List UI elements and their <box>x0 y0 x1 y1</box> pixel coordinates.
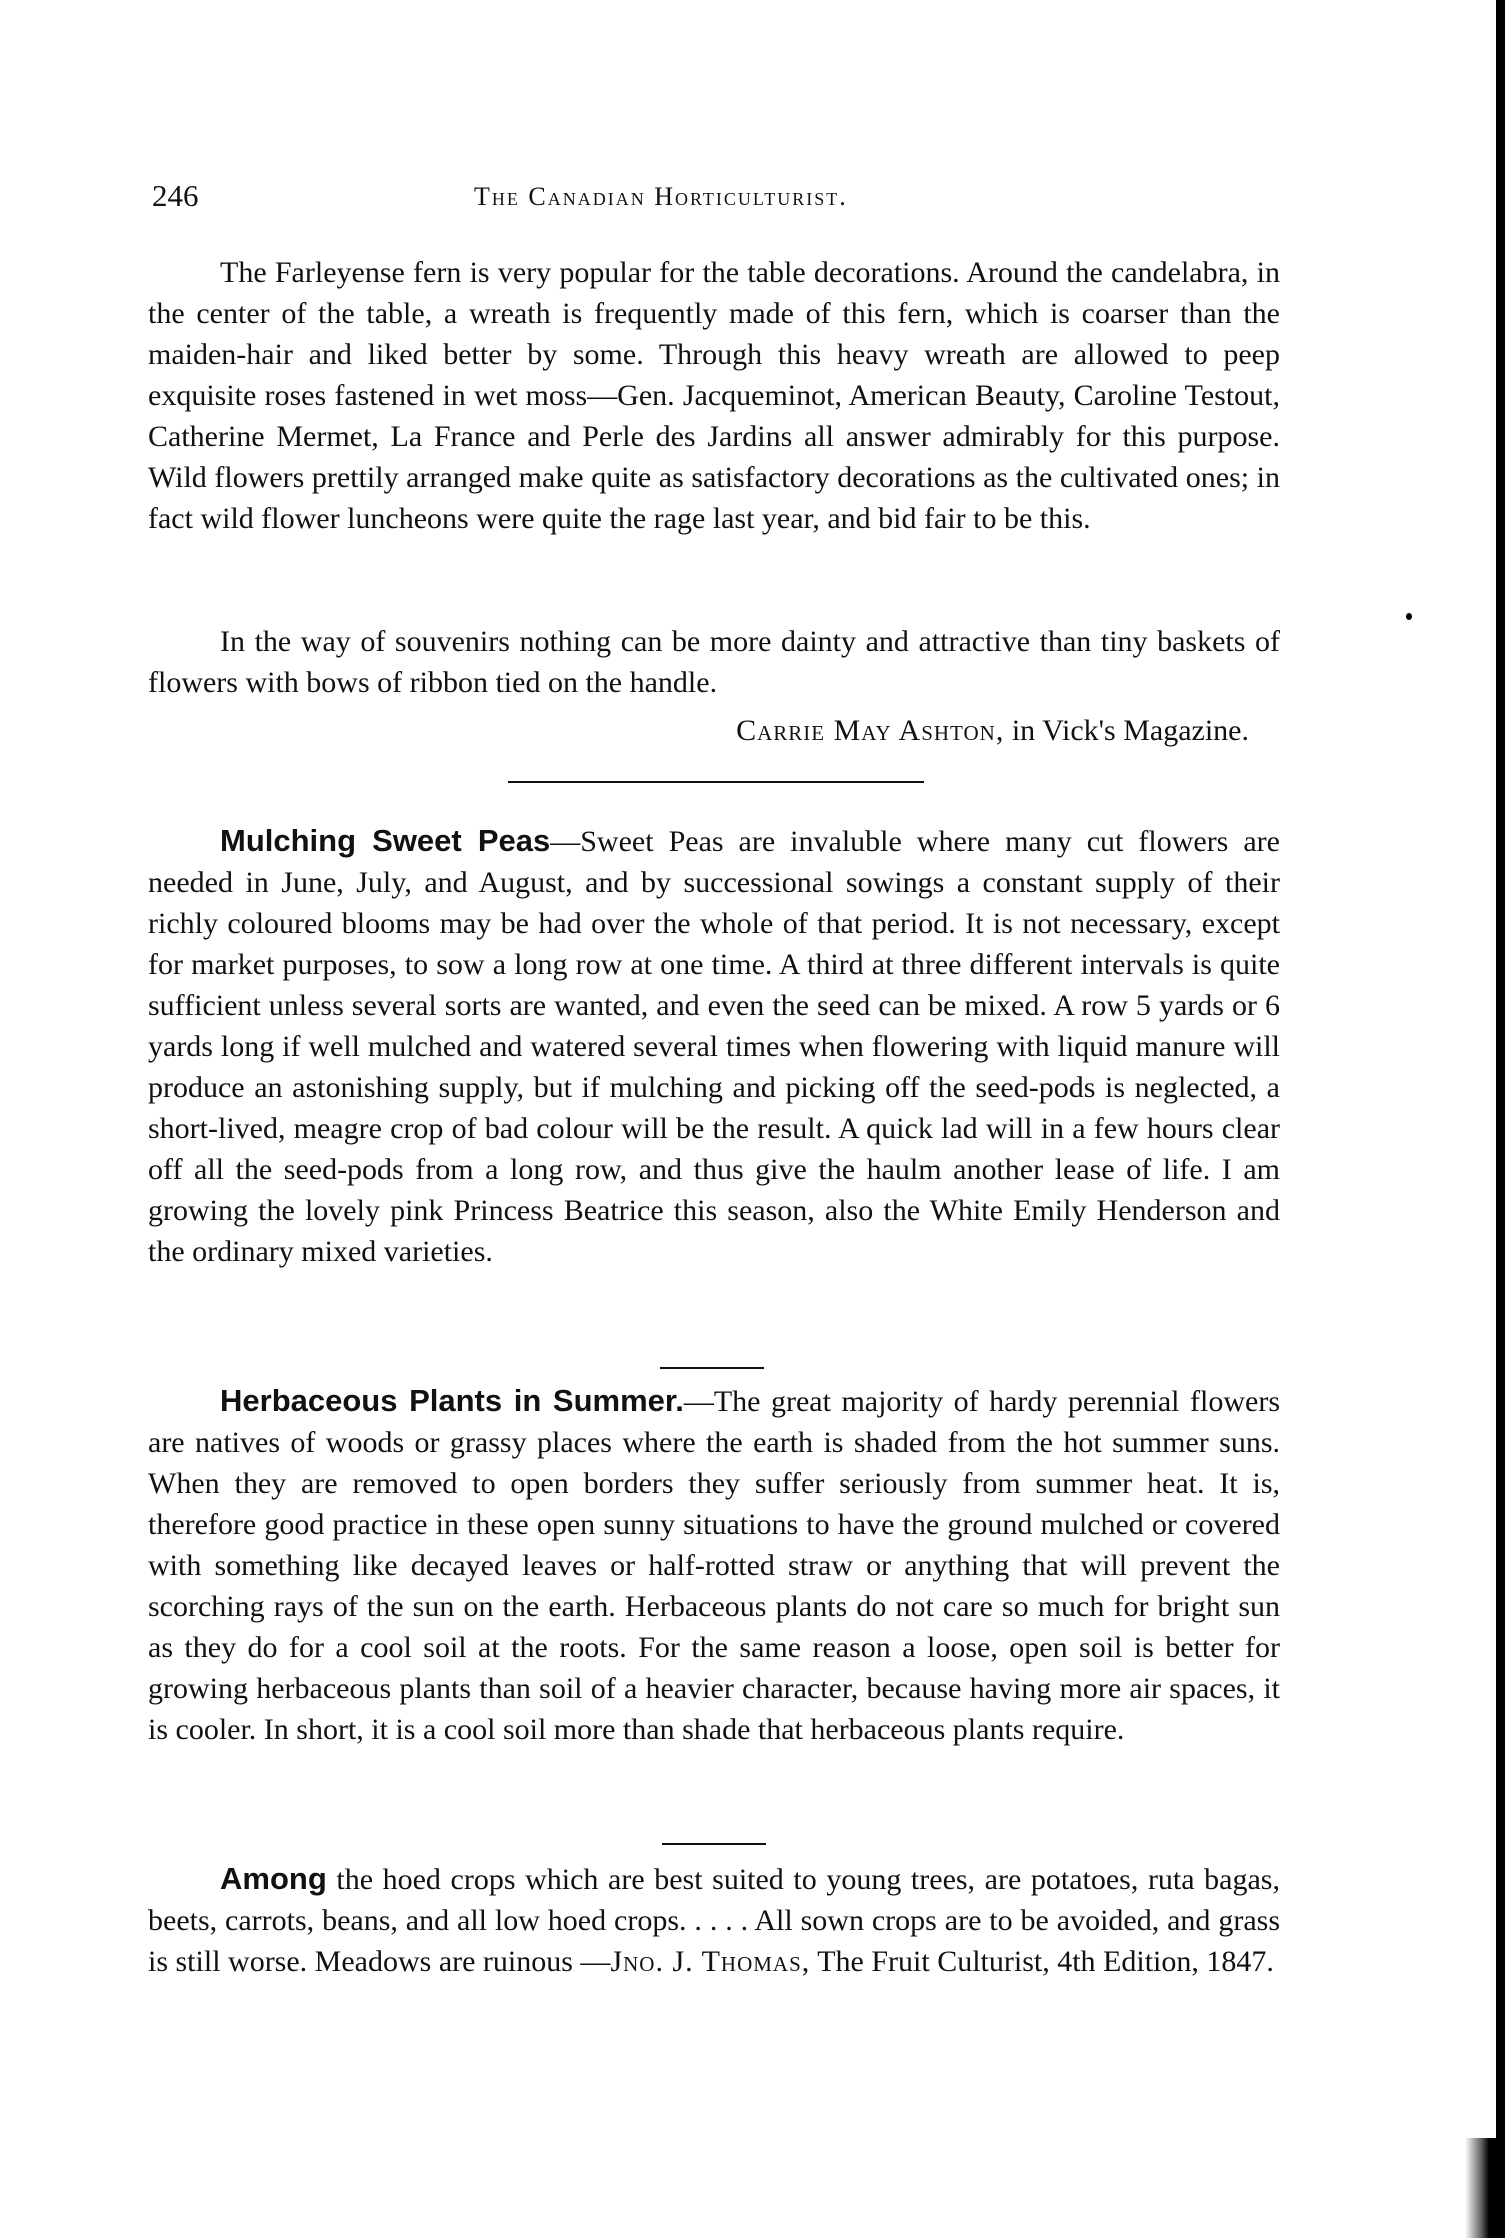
mulching-paragraph <box>148 820 1280 1272</box>
section-divider-short <box>660 1367 764 1369</box>
fern-paragraph: The Farleyense fern is very popular for the table decorations. Around the candelabra, in the center of the table, a wreath is frequently made of this fern, which is coarser than the maiden-hair and liked better by some. Through this heavy wreath are allowed to peep exquisite roses fastened in wet moss—Gen. Jacqueminot, American Beauty, Caroline Testout, Catherine Mermet, La France and Perle des Jardins all answer admirably for this purpose. Wild flowers prettily arranged make quite as satisfactory decorations as the cultivated ones; in fact wild flower luncheons were quite the rage last year, and bid fair to be this. <box>148 256 1280 535</box>
fern-source: in Vick's Magazine. <box>1011 714 1249 747</box>
fern-author: Carrie May Ashton, <box>736 714 1005 747</box>
running-title: The Canadian Horticulturist. <box>474 182 848 211</box>
fern-attribution <box>736 710 1249 751</box>
herbaceous-article <box>148 1380 1280 1750</box>
fern-article <box>148 252 1280 539</box>
page-edge-shadow-bottom <box>1465 2138 1505 2238</box>
among-source: The Fruit Culturist, 4th Edition, 1847. <box>810 1945 1274 1978</box>
souvenir-paragraph-block <box>148 621 1280 703</box>
section-divider <box>508 781 924 783</box>
among-author: Jno. J. Thomas, <box>610 1945 811 1978</box>
souvenir-paragraph: In the way of souvenirs nothing can be more dainty and attractive than tiny baskets of flowers with bows of ribbon tied on the handle. <box>148 625 1280 699</box>
page-number: 246 <box>152 178 199 213</box>
page-edge-shadow <box>1496 0 1505 2238</box>
among-article <box>148 1858 1280 1982</box>
mulching-body: —Sweet Peas are invaluble where many cut flowers are needed in June, July, and August, and by successional sowings a constant supply of their richly coloured blooms may be had over the whole of that period. It is not necessary, except for market purposes, to sow a long row at one time. A third at three different intervals is quite sufficient unless several sorts are wanted, and even the seed can be mixed. A row 5 yards or 6 yards long if well mulched and watered several times when flowering with liquid manure will produce an astonishing supply, but if mulching and picking off the seed-pods is neglected, a short-lived, meagre crop of bad colour will be the result. A quick lad will in a few hours clear off all the seed-pods from a long row, and thus give the haulm another lease of life. I am growing the lovely pink Princess Beatrice this season, also the White Emily Henderson and the ordinary mixed varieties. <box>148 825 1280 1268</box>
herbaceous-body: —The great majority of hardy perennial flowers are natives of woods or grassy places where the earth is shaded from the hot summer suns. When they are removed to open borders they suffer seriously from summer heat. It is, therefore good practice in these open sunny situations to have the ground mulched or covered with something like decayed leaves or half-rotted straw or anything that will prevent the scorching rays of the sun on the earth. Herbaceous plants do not care so much for bright sun as they do for a cool soil at the roots. For the same reason a loose, open soil is better for growing herbaceous plants than soil of a heavier character, because having more air spaces, it is cooler. In short, it is a cool soil more than shade that herbaceous plants require. <box>148 1385 1280 1746</box>
mulching-article <box>148 820 1280 1272</box>
herbaceous-paragraph <box>148 1380 1280 1750</box>
ink-speck <box>1406 613 1412 620</box>
mulching-heading: Mulching Sweet Peas <box>220 823 551 858</box>
among-paragraph <box>148 1858 1280 1982</box>
section-divider-short <box>662 1843 766 1845</box>
among-body: the hoed crops which are best suited to young trees, are potatoes, ruta bagas, beets, carrots, beans, and all low hoed crops. . . . . All sown crops are to be avoided, and grass is still worse. Meadows are ruinous — <box>148 1863 1280 1978</box>
herbaceous-heading: Herbaceous Plants in Summer. <box>220 1383 684 1418</box>
page-header <box>152 178 1272 222</box>
among-heading: Among <box>220 1861 327 1896</box>
